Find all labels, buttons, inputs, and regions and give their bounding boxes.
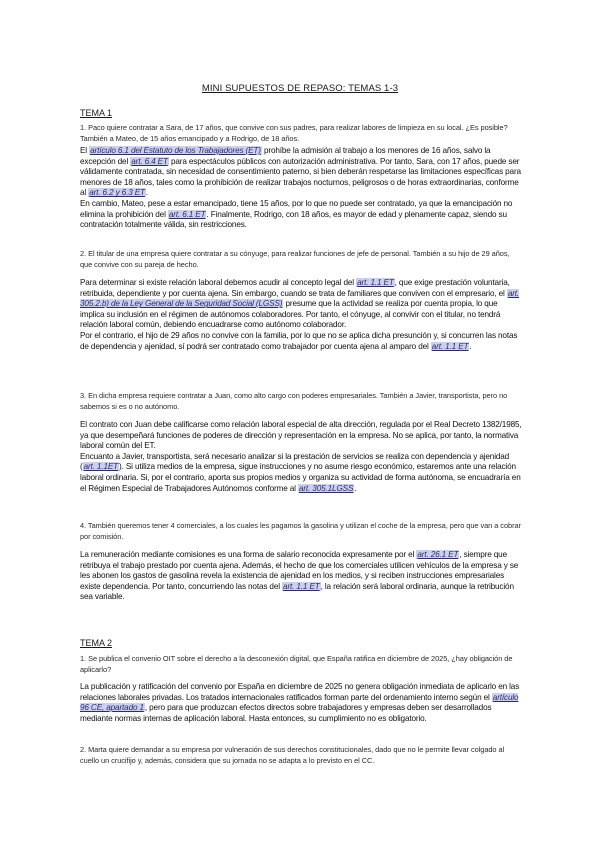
question-3 [80, 390, 522, 412]
legal-reference: art. 305.2.b) de la Ley General de la Seguridad Social (LGSS) [80, 288, 520, 309]
question-text: 1. Se publica el convenio OIT sobre el derecho a la desconexión digital, que España ratifica en diciembre de 2025, ¿hay obligación de aplicarlo? [80, 654, 513, 674]
legal-reference: artículo 6.1 del Estatuto de los Trabajadores (ET) [90, 146, 261, 155]
answer-paragraph: La remuneración mediante comisiones es una forma de salario reconocida expresamente por el art. 26.1 ET, siempre que retribuya el trabajo prestado por cuenta ajena. Además, el hecho de que los comerciales utilicen vehículos de la empresa y se les abonen los gastos de gasolina revela la existencia de ajenidad en los medios, y si reciben instrucciones empresariales existe dependencia. Por tanto, concurriendo las notas del art. 1.1 ET, la relación será laboral ordinaria, aunque la retribución sea variable. [80, 550, 519, 602]
question-2 [80, 248, 522, 270]
question-text: 4. También queremos tener 4 comerciales, a los cuales les pagamos la gasolina y utilizan el coche de la empresa, pero que van a cobrar por comisión. [80, 521, 521, 541]
answer-paragraph: La publicación y ratificación del convenio por España en diciembre de 2025 no genera obligación inmediata de aplicarlo en las relaciones laborales privadas. Los tratados internacionales ratificados forman parte del ordenamiento interno según el artículo 96 CE, apartado 1, pero para que produzcan efectos directos sobre trabajadores y empresas deben ser desarrollados mediante normas internas de aplicación laboral. Hasta entonces, su cumplimiento no es obligatorio. [80, 682, 520, 723]
question-text: 1. Paco quiere contratar a Sara, de 17 años, que convive con sus padres, para realizar labores de limpieza en su local. ¿Es posible? También a Mateo, de 15 años emancipado y a Rodrigo, de 18 años. [80, 123, 508, 143]
legal-reference: art. 26.1 ET [417, 550, 459, 559]
question-text: 3. En dicha empresa requiere contratar a Juan, como alto cargo con poderes empresariales. También a Javier, transportista, pero no sabemos si es o no autónomo. [80, 391, 508, 411]
question-text: 2. Marta quiere demandar a su empresa por vulneración de sus derechos constitucionales, dado que no le permite llevar colgado al cuello un crucifijo y, además, considera que su jornada no se adapta a lo previsto en el CC. [80, 745, 505, 765]
legal-reference: art. 6.1 ET [168, 209, 206, 219]
answer-paragraph: Para determinar si existe relación laboral debemos acudir al concepto legal del art. 1.1 ET, que exige prestación voluntaria, retribuida, dependiente y por cuenta ajena. Sin embargo, cuando se trata de familiares que conviven con el empresario, el art. 305.2.b) de la Ley General de la Seguridad Social (LGSS) presume que la actividad se realiza por cuenta propia, lo que implica su inclusión en el régimen de autónomos colaboradores. Por tanto, el cónyuge, al convivir con el titular, no tendrá relación laboral común, debiendo encuadrarse como autónomo colaborador. [80, 278, 520, 330]
legal-reference: art. 6.4 ET [131, 156, 168, 166]
answer-paragraph: Encuanto a Javier, transportista, será necesario analizar si la prestación de servicios se realiza con dependencia y ajenidad (art. 1.1ET). Si utiliza medios de la empresa, sigue instrucciones y no asume riesgo económico, estaremos ante una relación laboral ordinaria. Si, por el contrario, aporta sus propios medios y organiza su actividad de forma autónoma, se encuadraría en el Régimen Especial de Trabajadores Autónomos conforme al art. 305.1LGSS. [80, 451, 521, 493]
answer-paragraph: Por el contrario, el hijo de 29 años no convive con la familia, por lo que no se aplica dicha presunción y, si concurren las notas de dependencia y ajenidad, sí podrá ser contratado como trabajador por cuenta ajena al amparo del art. 1.1 ET. [80, 330, 518, 351]
answer-3 [80, 420, 522, 494]
question-1 [80, 122, 522, 144]
legal-reference: art. 1.1 ET [357, 278, 394, 287]
question-text: 2. El titular de una empresa quiere contratar a su cónyuge, para realizar funciones de jefe de personal. También a su hijo de 29 años, que convive con su pareja de hecho. [80, 249, 510, 269]
legal-reference: art. 1.1ET [83, 462, 119, 472]
question-5 [80, 653, 522, 675]
answer-1 [80, 146, 522, 231]
answer-paragraph: El contrato con Juan debe calificarse como relación laboral especial de alta dirección, regulada por el Real Decreto 1382/1985, ya que desempeñará funciones de poderes de dirección y representación en la empresa. No se aplica, por tanto, la normativa laboral común del ET. [80, 420, 522, 451]
legal-reference: art. 305.1LGSS [298, 483, 354, 493]
answer-paragraph: En cambio, Mateo, pese a estar emancipado, tiene 15 años, por lo que no puede ser contratado, ya que la emancipación no elimina la prohibición del art. 6.1 ET. Finalmente, Rodrigo, con 18 años, es mayor de edad y plenamente capaz, siendo su contratación totalmente válida, sin restricciones. [80, 198, 513, 230]
answer-4 [80, 550, 522, 603]
section-heading-tema1: TEMA 1 [80, 108, 113, 118]
answer-paragraph: El artículo 6.1 del Estatuto de los Trabajadores (ET) prohíbe la admisión al trabajo a los menores de 16 años, salvo la excepción del art. 6.4 ET para espectáculos públicos con autorización administrativa. Por tanto, Sara, con 17 años, puede ser válidamente contratada, sin necesidad de consentimiento paterno, si bien deberán respetarse las limitaciones específicas para menores de 18 años, tales como la prohibición de realizar trabajos nocturnos, peligrosos o de horas extraordinarias, conforme al art. 6.2 y 6.3 ET. [80, 146, 521, 198]
question-4 [80, 520, 522, 542]
answer-2 [80, 278, 522, 352]
legal-reference: artículo 96 CE, apartado 1 [80, 692, 519, 713]
document-title: MINI SUPUESTOS DE REPASO: TEMAS 1-3 [201, 83, 399, 94]
legal-reference: art. 1.1 ET [431, 341, 469, 351]
legal-reference: art. 1.1 ET [283, 581, 320, 591]
question-6 [80, 744, 522, 766]
answer-5 [80, 682, 522, 724]
section-heading-tema2: TEMA 2 [80, 638, 113, 648]
legal-reference: art. 6.2 y 6.3 ET [89, 188, 145, 198]
